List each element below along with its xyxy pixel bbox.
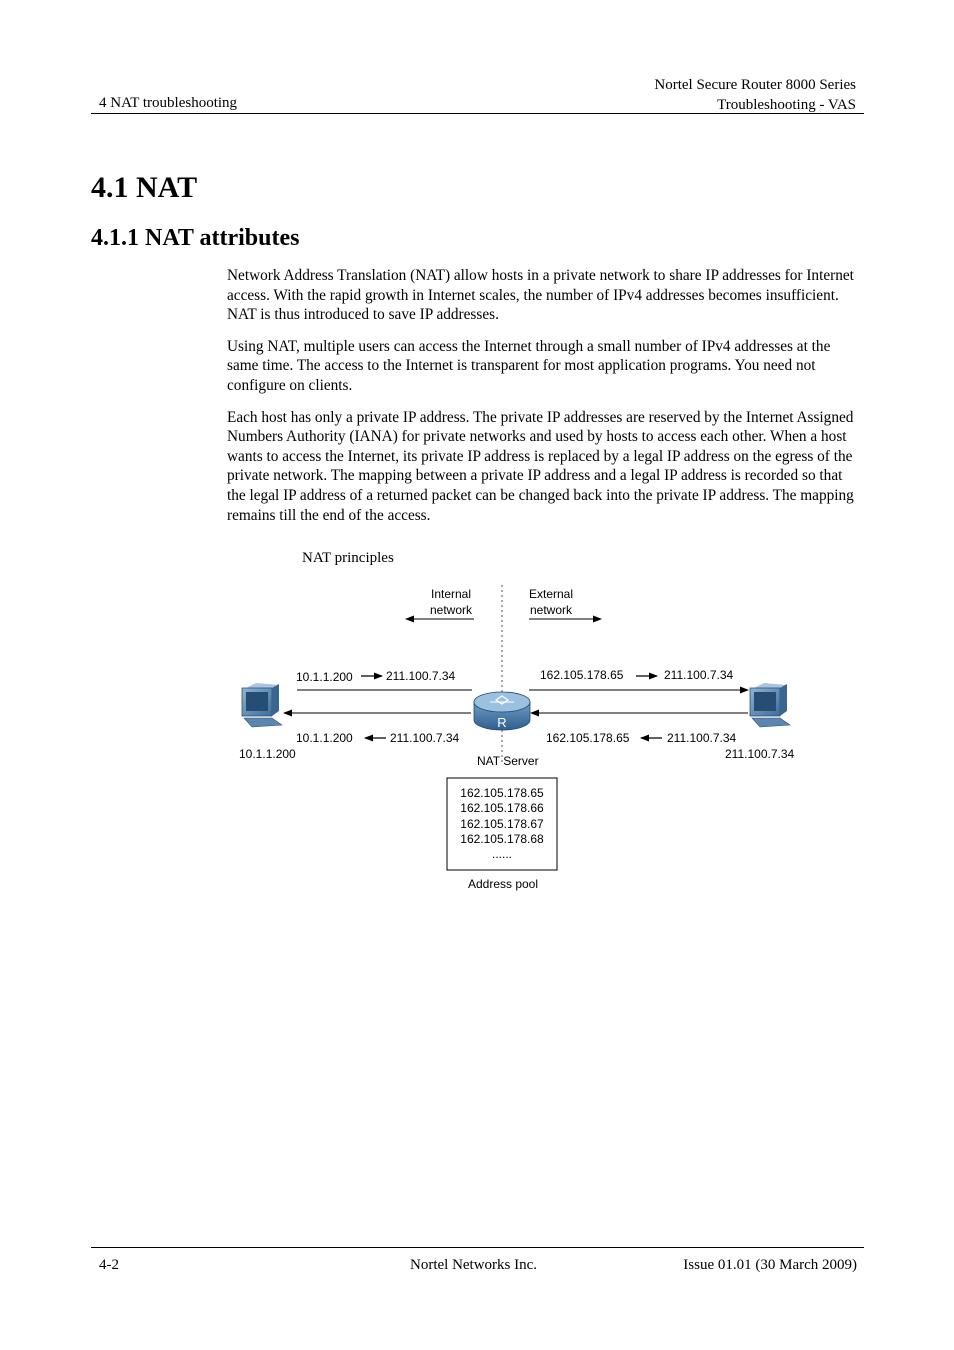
pool-address: 162.105.178.66 [460, 801, 544, 815]
footer-rule [91, 1247, 864, 1248]
computer-icon [242, 683, 282, 727]
page-number: 4-2 [99, 1257, 119, 1273]
header-product-line: Nortel Secure Router 8000 Series [654, 77, 856, 93]
subsection-title: 4.1.1 NAT attributes [91, 225, 300, 251]
left-host-ip: 10.1.1.200 [239, 747, 296, 761]
left-packet-src: 10.1.1.200 [296, 670, 353, 684]
right-return-dst: 211.100.7.34 [667, 731, 737, 745]
address-pool-label: Address pool [467, 877, 539, 891]
internal-network-label: Internal [430, 587, 472, 601]
left-return-src: 10.1.1.200 [296, 731, 353, 745]
computer-icon [750, 683, 790, 727]
router-icon [474, 692, 530, 730]
figure-title: NAT principles [302, 550, 394, 566]
left-packet-dst: 211.100.7.34 [386, 669, 456, 683]
pool-ellipsis: ...... [491, 847, 513, 861]
paragraph: Using NAT, multiple users can access the Internet through a small number of IPv4 addresses at the same time. The access to the Internet is transparent for most application programs. You need not configure on clients. [227, 337, 831, 394]
section-title: 4.1 NAT [91, 171, 198, 204]
right-return-src: 162.105.178.65 [546, 731, 630, 745]
footer-company: Nortel Networks Inc. [410, 1257, 538, 1273]
external-network-label: network [529, 603, 573, 617]
running-header-chapter: 4 NAT troubleshooting [99, 95, 238, 111]
right-packet-src: 162.105.178.65 [540, 668, 624, 682]
pool-address: 162.105.178.67 [460, 817, 544, 831]
pool-address: 162.105.178.65 [460, 786, 544, 800]
paragraph: Network Address Translation (NAT) allow hosts in a private network to share IP addresses for Internet access. With the rapid growth in Internet scales, the number of IPv4 addresses becomes insufficient. NAT is thus introduced to save IP addresses. [227, 267, 854, 324]
left-return-dst: 211.100.7.34 [390, 731, 460, 745]
header-doc-title: Troubleshooting - VAS [717, 97, 856, 113]
right-host-ip: 211.100.7.34 [725, 747, 795, 761]
pool-address: 162.105.178.68 [460, 832, 544, 846]
right-packet-dst: 211.100.7.34 [664, 668, 734, 682]
external-network-label: External [528, 587, 574, 601]
nat-server-label: NAT Server [477, 754, 539, 768]
paragraph: Each host has only a private IP address. The private IP addresses are reserved by the Internet Assigned Numbers Authority (IANA) for private networks and used by hosts to access each other. When a host wants to access the Internet, its private IP address is replaced by a legal IP address on the egress of the private network. The mapping between a private IP address and a legal IP address is recorded so that the legal IP address of a returned packet can be changed back into the private IP address. The mapping remains till the end of the access. [227, 408, 854, 524]
internal-network-label: network [429, 603, 473, 617]
router-letter: R [497, 715, 507, 730]
footer-issue: Issue 01.01 (30 March 2009) [683, 1257, 857, 1273]
